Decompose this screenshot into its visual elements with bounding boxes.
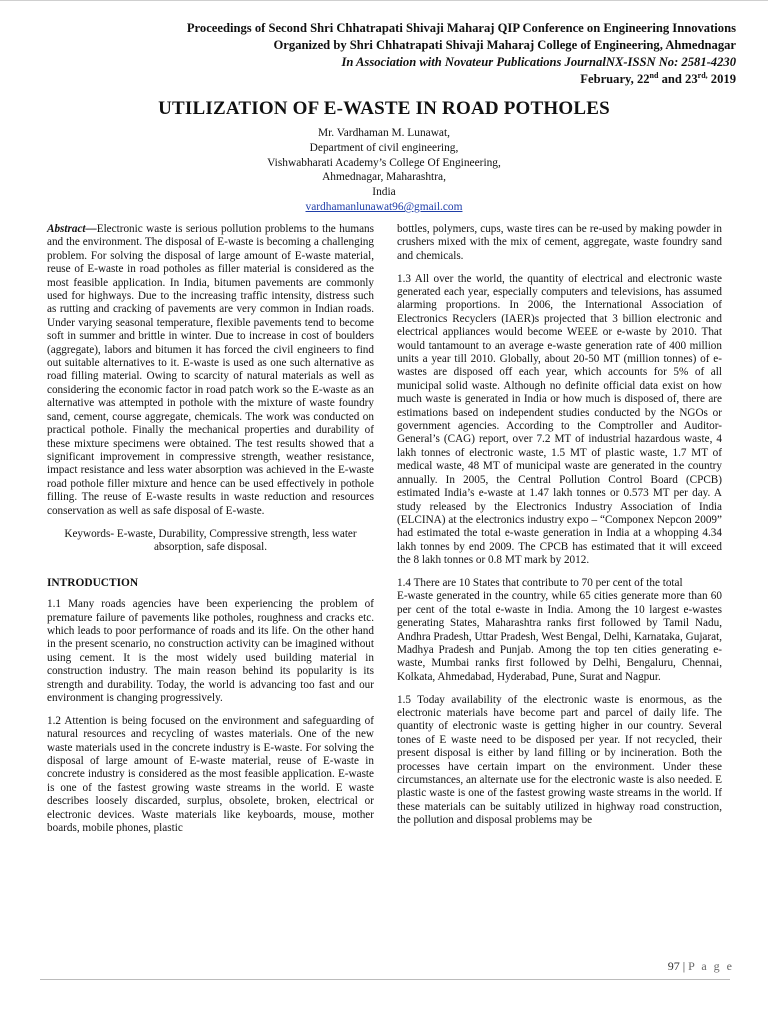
header-line-2: Organized by Shri Chhatrapati Shivaji Maharaj College of Engineering, Ahmednagar (273, 38, 736, 52)
footer-separator: | (679, 959, 689, 973)
header-line-1: Proceedings of Second Shri Chhatrapati Shivaji Maharaj QIP Conference on Engineering Innovations (186, 21, 736, 35)
author-department: Department of civil engineering, (309, 141, 459, 154)
left-column (47, 223, 374, 845)
date-and: and 23 (658, 72, 698, 86)
page-footer (668, 959, 734, 974)
paragraph-1-4-rest: E-waste generated in the country, while 65 cities generate more than 60 per cent of the total e-waste in India. Among the 10 largest e-wastes generating States, Maharashtra ranks first followed by Tamil Nadu, Andhra Pradesh, Uttar Pradesh, West Bengal, Delhi, Karnataka, Gujarat, Madhya Pradesh and Punjab. Among the top ten cities generating e-waste, Mumbai ranks first followed by Delhi, Bengaluru, Chennai, Kolkata, Ahmedabad, Hyderabad, Pune, Surat and Nagpur. (397, 590, 722, 683)
paragraph-1-2-continued: bottles, polymers, cups, waste tires can be re-used by making powder in crushers mixed with the mix of cement, aggregate, waste foundry sand and chemicals. (397, 223, 722, 262)
paragraph-1-4-first-line: 1.4 There are 10 States that contribute to 70 per cent of the total (397, 576, 683, 589)
header-line-3: In Association with Novateur Publications JournalNX-ISSN No: 2581-4230 (341, 55, 736, 69)
paragraph-1-3: 1.3 All over the world, the quantity of electrical and electronic waste generated each year, especially computers and televisions, has assumed alarming proportions. In 2006, the International Association of Electronics Recyclers (IAER)s projected that 3 billion electronic and electrical appliances would become WEEE or e-waste by 2010. That would tantamount to an average e-waste generation rate of 400 million units a year till 2010. Globally, about 20-50 MT (million tonnes) of e-wastes are disposed off each year, which accounts for 5% of all municipal solid waste. Although no definite official data exist on how much waste is generated in India or how much is disposed of, there are estimations based on independent studies conducted by the NGOs or government agencies. According to the Comptroller and Auditor-General’s (CAG) report, over 7.2 MT of industrial hazardous waste, 4 lakh tonnes of electronic waste, 1.5 MT of plastic waste, 1.7 MT of medical waste, 48 MT of municipal waste are generated in the country annually. In 2005, the Central Pollution Control Board (CPCB) estimated India’s e-waste at 1.47 lakh tonnes or 0.573 MT per day. A study released by the Electronics Industry Association of India (ELCINA) at the electronics industry expo – “Componex Nepcon 2009” had estimated the total e-waste generation in India at a whopping 4.34 lakh tonnes by end 2009. The CPCB has estimated that it will exceed the 8 lakh tonnes or 0.8 MT mark by 2012. (397, 272, 722, 567)
author-name: Mr. Vardhaman M. Lunawat, (317, 127, 451, 139)
top-rule (0, 0, 768, 1)
author-institute: Vishwabharati Academy’s College Of Engineering, (267, 156, 501, 169)
author-city: Ahmednagar, Maharashtra, (322, 171, 446, 184)
paragraph-1-5: 1.5 Today availability of the electronic waste is enormous, as the electronic materials have become part and parcel of daily life. The quantity of electronic waste is getting higher in our country. Several tones of E waste need to be disposed per year. If not recycled, their present disposal is either by land filling or by incineration. Both the processes have certain impart on the environment. Under these circumstances, an alternate use for the electronic waste is also needed. E plastic waste is one of the fastest growing waste streams in the world. If these materials can be suitably utilized in highway road construction, the pollution and disposal problems may be (397, 693, 722, 827)
abstract-label: Abstract— (47, 223, 97, 235)
paragraph-1-1: 1.1 Many roads agencies have been experiencing the problem of premature failure of pavements like potholes, roughness and cracks etc. which leads to poor performance of roads and its life. On the other hand in the present scenario, no construction activity can be imagined without using cement. It is the most widely used building material in construction industry. The main reason behind its popularity is its strength and durability. Today, the world is advancing too fast and our environment is changing progressively. (47, 598, 374, 704)
date-sup-1: nd (649, 70, 659, 80)
paragraph-1-4 (397, 577, 722, 684)
abstract-paragraph (47, 223, 374, 518)
paper-title: UTILIZATION OF E-WASTE IN ROAD POTHOLES (158, 98, 610, 119)
header-date (36, 71, 736, 88)
date-year: 2019 (707, 72, 736, 86)
conference-header (36, 20, 736, 88)
page-label: P a g e (688, 959, 734, 973)
keywords: Keywords- E-waste, Durability, Compressive strength, less water absorption, safe disposal. (64, 527, 357, 554)
right-column (397, 223, 722, 837)
author-country: India (372, 186, 396, 199)
abstract-text: Electronic waste is serious pollution problems to the humans and the environment. The disposal of E-waste is becoming a challenging problem. For solving the disposal of large amount of E-waste material, reuse of E-waste in road potholes as filler material is considered as the most feasible application. In India, bitumen pavements are commonly used for highways. Due to the increasing traffic intensity, distress such as rutting and cracking of pavements are very common in Indian roads. Under varying seasonal temperature, flexible pavements tend to become soft in summer and brittle in winter. Due to increase in cost of boulders (aggregate), labors and bitumen it has forced the civil engineers to find out suitable alternatives to it. E-waste is used as one such alternative as road filling material. Owing to scarcity of natural materials as well as considering the economic factor in road patch work so the E-waste as an alternative was attempted in pothole with the mixture of waste foundry sand, cement, course aggregate, chemicals. The work was conducted on practical pothole. Finally the mechanical properties and durability of these mixture specimens were obtained. The test results showed that a significant improvement in compressive strength, weather resistance, impact resistance and less water absorption was achieved in the E-waste road pothole filler mixture and hence can be used effectively in pothole filling. The reuse of E-waste results in waste reduction and resources conservation as well as safe disposal of E-waste. (47, 223, 374, 517)
section-heading-introduction: INTRODUCTION (47, 576, 139, 589)
page-number: 97 (667, 959, 680, 973)
paragraph-1-2: 1.2 Attention is being focused on the environment and safeguarding of natural resources and recycling of wastes materials. One of the new waste materials used in the concrete industry is E-waste. For solving the disposal of large amount of E-waste material, reuse of E-waste in concrete industry is considered as the most feasible application. E-waste is one of the fastest growing waste streams in the world. E waste describes loosely discarded, surplus, obsolete, broken, electrical or electronic devices. Waste materials like keyboards, mouse, mother boards, mobile phones, plastic (47, 714, 374, 835)
date-sup-2: rd, (697, 70, 708, 80)
date-prefix: February, 22 (580, 72, 650, 86)
author-block (0, 126, 768, 215)
author-email-link[interactable]: vardhamanlunawat96@gmail.com (305, 200, 463, 213)
footer-rule (40, 979, 730, 980)
